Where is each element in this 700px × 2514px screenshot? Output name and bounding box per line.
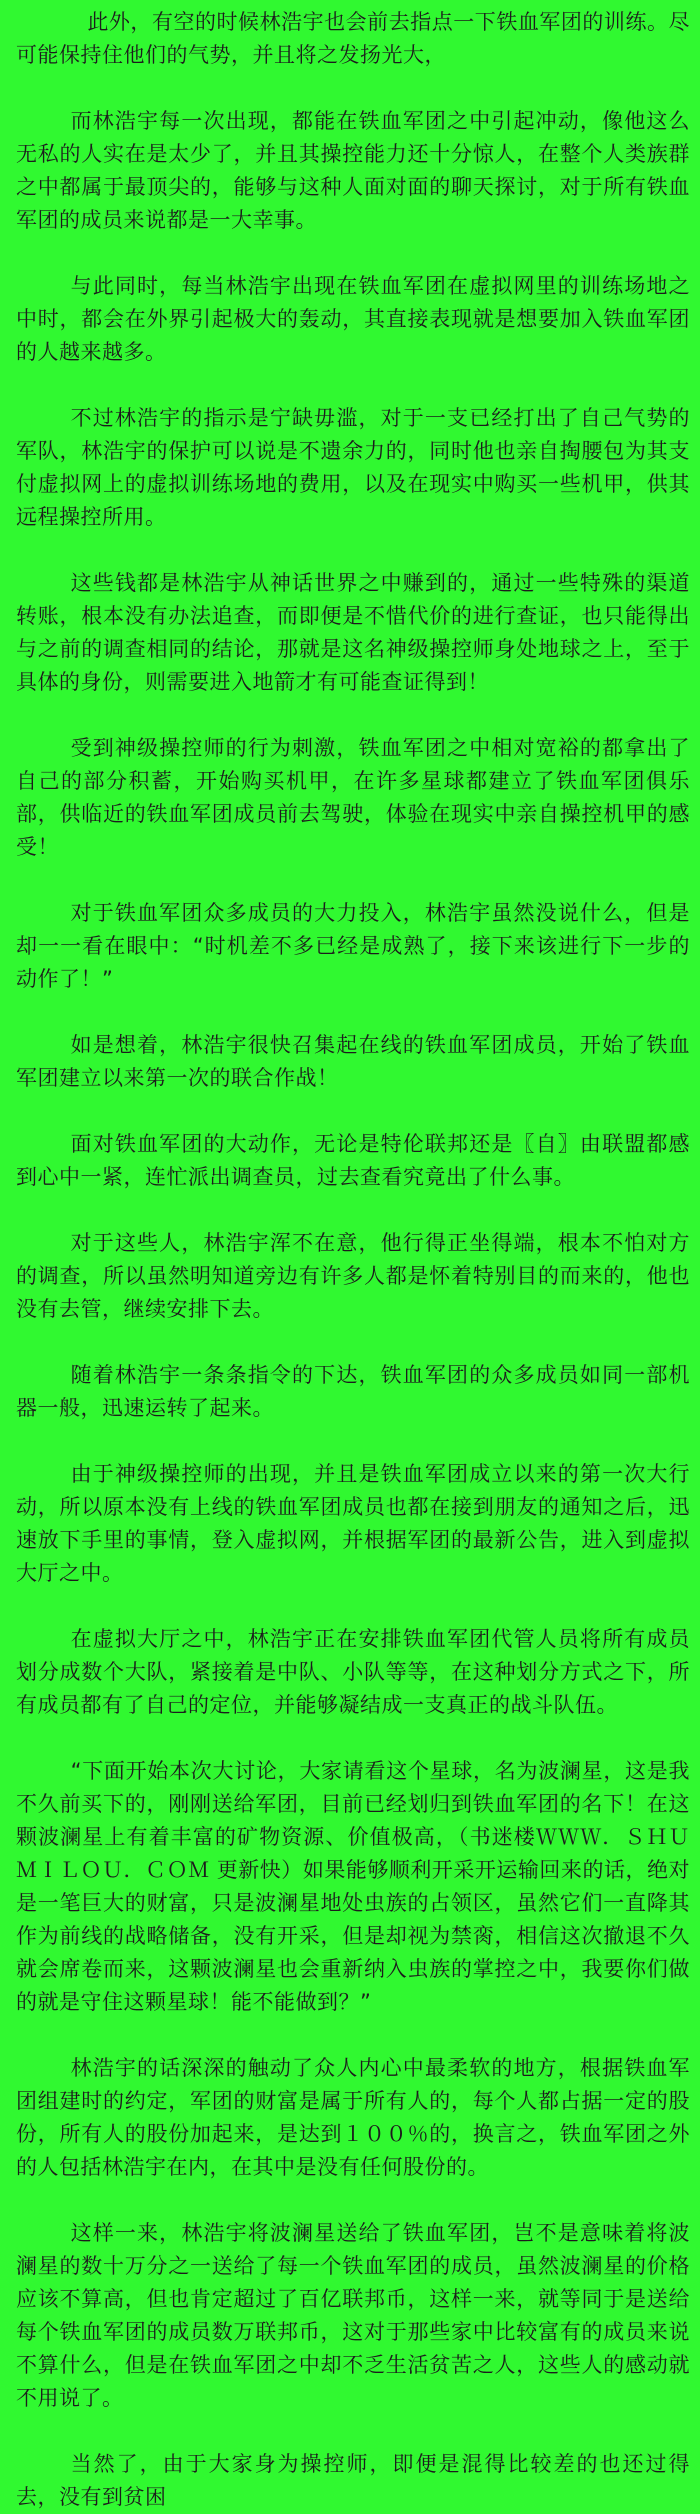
paragraph-7: 对于铁血军团众多成员的大力投入，林浩宇虽然没说什么，但是却一一看在眼中：“时机差不多已经是成熟了，接下来该进行下一步的动作了！” [16, 901, 690, 991]
paragraph-2: 而林浩宇每一次出现，都能在铁血军团之中引起冲动，像他这么无私的人实在是太少了，并且其操控能力还十分惊人，在整个人类族群之中都属于最顶尖的，能够与这种人面对面的聊天探讨，对于所有铁血军团的成员来说都是一大幸事。 [16, 109, 690, 232]
paragraph-8: 如是想着，林浩宇很快召集起在线的铁血军团成员，开始了铁血军团建立以来第一次的联合作战！ [16, 1033, 690, 1090]
paragraph-6: 受到神级操控师的行为刺激，铁血军团之中相对宽裕的都拿出了自己的部分积蓄，开始购买机甲，在许多星球都建立了铁血军团俱乐部，供临近的铁血军团成员前去驾驶，体验在现实中亲自操控机甲的感受！ [16, 736, 690, 859]
paragraph-4: 不过林浩宇的指示是宁缺毋滥，对于一支已经打出了自己气势的军队，林浩宇的保护可以说是不遗余力的，同时他也亲自掏腰包为其支付虚拟网上的虚拟训练场地的费用，以及在现实中购买一些机甲，供其远程操控所用。 [16, 406, 690, 529]
paragraph-14: “下面开始本次大讨论，大家请看这个星球，名为波澜星，这是我不久前买下的，刚刚送给军团，目前已经划归到铁血军团的名下！在这颗波澜星上有着丰富的矿物资源、价值极高，（书迷楼ＷＷＷ．ＳＨＵＭＩＬＯＵ．ＣＯＭ 更新快）如果能够顺利开采开运输回来的话，绝对是一笔巨大的财富，只是波澜星地处虫族的占领区，虽然它们一直降其作为前线的战略储备，没有开采，但是却视为禁脔，相信这次撤退不久就会席卷而来，这颗波澜星也会重新纳入虫族的掌控之中，我要你们做的就是守住这颗星球！能不能做到？” [16, 1759, 690, 2014]
paragraph-16: 这样一来，林浩宇将波澜星送给了铁血军团，岂不是意味着将波澜星的数十万分之一送给了每一个铁血军团的成员，虽然波澜星的价格应该不算高，但也肯定超过了百亿联邦币，这样一来，就等同于是送给每个铁血军团的成员数万联邦币，这对于那些家中比较富有的成员来说不算什么，但是在铁血军团之中却不乏生活贫苦之人，这些人的感动就不用说了。 [16, 2221, 690, 2410]
paragraph-10: 对于这些人，林浩宇浑不在意，他行得正坐得端，根本不怕对方的调查，所以虽然明知道旁边有许多人都是怀着特别目的而来的，他也没有去管，继续安排下去。 [16, 1231, 690, 1321]
paragraph-11: 随着林浩宇一条条指令的下达，铁血军团的众多成员如同一部机器一般，迅速运转了起来。 [16, 1363, 690, 1420]
paragraph-9: 面对铁血军团的大动作，无论是特伦联邦还是〖自〗由联盟都感到心中一紧，连忙派出调查员，过去查看究竟出了什么事。 [16, 1132, 690, 1189]
paragraph-3: 与此同时，每当林浩宇出现在铁血军团在虚拟网里的训练场地之中时，都会在外界引起极大的轰动，其直接表现就是想要加入铁血军团的人越来越多。 [16, 274, 690, 364]
paragraph-13: 在虚拟大厅之中，林浩宇正在安排铁血军团代管人员将所有成员划分成数个大队，紧接着是中队、小队等等，在这种划分方式之下，所有成员都有了自己的定位，并能够凝结成一支真正的战斗队伍。 [16, 1627, 690, 1717]
paragraph-15: 林浩宇的话深深的触动了众人内心中最柔软的地方，根据铁血军团组建时的约定，军团的财富是属于所有人的，每个人都占据一定的股份，所有人的股份加起来，是达到１００％的，换言之，铁血军团之外的人包括林浩宇在内，在其中是没有任何股份的。 [16, 2056, 690, 2179]
paragraph-5: 这些钱都是林浩宇从神话世界之中赚到的，通过一些特殊的渠道转账，根本没有办法追查，而即便是不惜代价的进行查证，也只能得出与之前的调查相同的结论，那就是这名神级操控师身处地球之上，至于具体的身份，则需要进入地箭才有可能查证得到！ [16, 571, 690, 694]
paragraph-12: 由于神级操控师的出现，并且是铁血军团成立以来的第一次大行动，所以原本没有上线的铁血军团成员也都在接到朋友的通知之后，迅速放下手里的事情，登入虚拟网，并根据军团的最新公告，进入到虚拟大厅之中。 [16, 1462, 690, 1585]
paragraph-1: 此外，有空的时候林浩宇也会前去指点一下铁血军团的训练。尽可能保持住他们的气势，并且将之发扬光大， [16, 10, 690, 67]
paragraph-17: 当然了，由于大家身为操控师，即便是混得比较差的也还过得去，没有到贫困 [16, 2452, 690, 2509]
